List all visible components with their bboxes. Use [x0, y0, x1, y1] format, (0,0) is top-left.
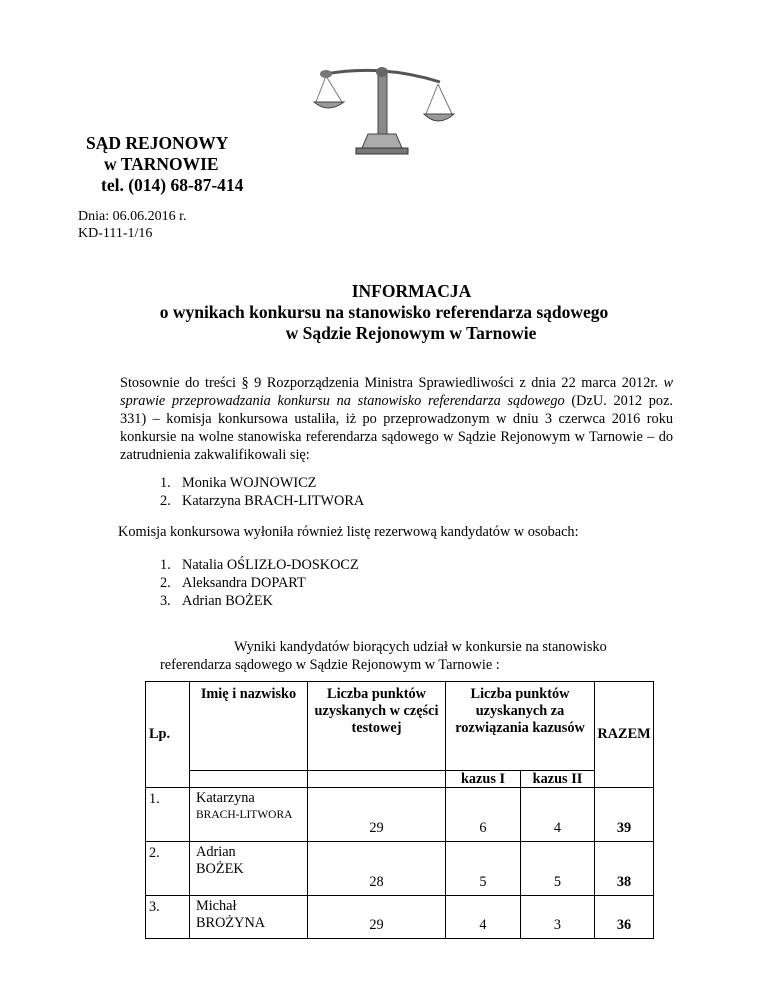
candidate-name: Katarzyna BRACH-LITWORA: [190, 788, 308, 842]
document-meta: [78, 208, 187, 242]
table-row: 1. Katarzyna BRACH-LITWORA 29 6 4 39: [146, 788, 654, 842]
intro-paragraph: [120, 374, 673, 464]
title-line-1: INFORMACJA: [351, 281, 472, 301]
candidate-name: Adrian BOŻEK: [190, 842, 308, 896]
list-item: 2. Aleksandra DOPART: [160, 575, 306, 591]
header-test-points: Liczba punktów uzyskanych w części testowej: [308, 682, 446, 771]
intro-text-end: (DzU. 2012 poz. 331) – komisja konkursowa ustaliła, iż po przeprowadzonym w dniu 3 czerwca 2016 roku konkursie na wolne stanowiska referendarza sądowego w Sądzie Rejonowym w Tarnowie – do zatrudnienia zakwalifikowali się:: [120, 393, 673, 463]
qualified-list: [160, 474, 364, 510]
document-reference: KD-111-1/16: [78, 226, 153, 241]
results-intro: Wyniki kandydatów biorących udział w konkursie na stanowisko referendarza sądowego w Sądzie Rejonowym w Tarnowie :: [160, 639, 607, 673]
reserve-intro: Komisja konkursowa wyłoniła również listę rezerwową kandydatów w osobach:: [118, 524, 579, 540]
table-row: 3. Michał BROŻYNA 29 4 3 36: [146, 896, 654, 939]
header-total: RAZEM: [595, 682, 654, 788]
scales-of-justice-logo: [312, 62, 458, 158]
reserve-list: [160, 556, 359, 610]
header-case-points: Liczba punktów uzyskanych za rozwiązania kazusów: [446, 682, 595, 771]
table-header-row: [146, 682, 654, 771]
list-item: 2. Katarzyna BRACH-LITWORA: [160, 493, 365, 509]
intro-text-start: Stosownie do treści § 9 Rozporządzenia Ministra Sprawiedliwości z dnia 22 marca 2012r.: [120, 375, 664, 391]
scales-icon: [312, 62, 458, 158]
regulation-title: w sprawie przeprowadzania konkursu na stanowisko referendarza sądowego: [120, 375, 673, 409]
court-name: SĄD REJONOWY: [86, 133, 229, 153]
title-line-3: w Sądzie Rejonowym w Tarnowie: [285, 323, 537, 343]
title-line-2: o wynikach konkursu na stanowisko referendarza sądowego: [159, 302, 609, 322]
candidate-name: Michał BROŻYNA: [190, 896, 308, 939]
court-header: [86, 133, 306, 196]
results-table: [145, 681, 654, 939]
court-phone: tel. (014) 68-87-414: [101, 175, 244, 195]
header-lp: Lp.: [146, 682, 190, 788]
document-date: Dnia: 06.06.2016 r.: [78, 209, 187, 224]
header-case-1: kazus I: [446, 771, 521, 788]
list-item: 1. Natalia OŚLIZŁO-DOSKOCZ: [160, 557, 359, 573]
court-city: w TARNOWIE: [104, 154, 219, 174]
table-row: 2. Adrian BOŻEK 28 5 5 38: [146, 842, 654, 896]
header-name: Imię i nazwisko: [190, 682, 308, 771]
table-subheader-row: [146, 771, 654, 788]
list-item: 3. Adrian BOŻEK: [160, 593, 273, 609]
list-item: 1. Monika WOJNOWICZ: [160, 475, 317, 491]
header-case-2: kazus II: [521, 771, 595, 788]
document-title: [0, 281, 768, 344]
